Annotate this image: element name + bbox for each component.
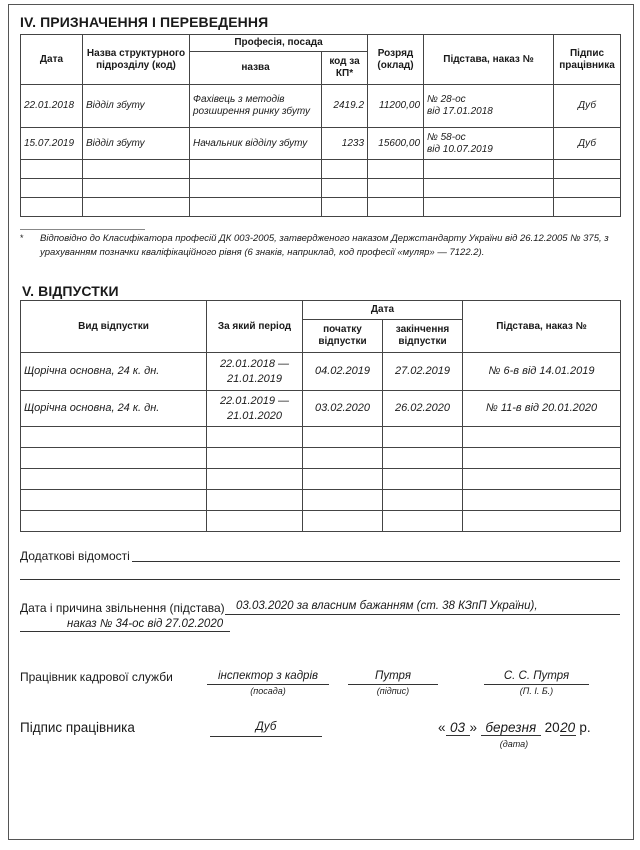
row-signature: Дуб [554,128,621,160]
table-row [21,128,621,160]
row-signature: Дуб [554,85,621,128]
vacations-table [20,300,621,532]
date-month: березня [481,720,541,736]
date-year: 20 [560,720,576,735]
vacation-end: 27.02.2019 [383,353,463,391]
dismissal-line-2 [20,631,230,632]
dismissal-reason: 03.03.2020 за власним бажанням (ст. 38 КЗпП України), [236,600,538,612]
order-date: від 10.07.2019 [427,143,493,155]
vacation-type: Щорічна основна, 24 к. дн. [21,353,207,391]
footnote-mark: * [20,233,24,243]
header-vacation-type: Вид відпустки [21,301,207,353]
hr-signature: Путря [375,670,411,682]
footnote-divider [20,229,145,230]
extra-info-line-1 [132,561,620,562]
row-date: 22.01.2018 [21,85,83,128]
table-row-empty [21,490,621,511]
table-row-empty [21,160,621,179]
vacation-end: 26.02.2020 [383,391,463,427]
dismissal-order: наказ № 34-ос від 27.02.2020 [67,618,224,630]
section-5-title: V. ВІДПУСТКИ [22,283,119,299]
header-rank: Розряд (оклад) [368,35,424,85]
hr-position-line [207,684,329,685]
employee-signature: Дуб [255,721,277,733]
hr-position-caption: (посада) [250,686,286,696]
header-profession-name: назва [190,52,322,85]
table-row-empty [21,427,621,448]
dismissal-label: Дата і причина звільнення (підстава) [20,601,225,615]
employee-date [438,720,591,736]
dismissal-line-1 [225,614,620,615]
period-from: 22.01.2018 — [219,357,290,370]
date-day: 03 [446,720,470,736]
footnote: Відповідно до Класифікатора професій ДК 003-2005, затвердженого наказом Держстандарту України від 26.12.2005 № 375, з урахуванням позначки кваліфікаційного рівня (6 знаків, наприклад, код професії «муляр» — 7122.2). [40,233,609,258]
vacation-type: Щорічна основна, 24 к. дн. [21,391,207,427]
header-period: За який період [207,301,303,353]
date-open-quote: « [438,720,446,735]
vacation-period [207,391,303,427]
order-number: № 28-ос [427,94,466,105]
row-order [424,85,554,128]
row-position: Начальник відділу збуту [190,128,322,160]
header-date: Дата [21,35,83,85]
table-row-empty [21,511,621,532]
hr-sign-caption: (підпис) [376,686,410,696]
hr-name-caption: (П. І. Б.) [519,686,554,696]
table-row [21,391,621,427]
header-vacation-date: Дата [303,301,463,320]
row-position: Фахівець з методів розширення ринку збуту [190,85,322,128]
date-close-quote: » [469,720,478,735]
vacation-period [207,353,303,391]
hr-name: С. С. Путря [503,670,570,682]
row-salary: 15600,00 [368,128,424,160]
period-to: 21.01.2019 [226,372,283,385]
period-to: 21.01.2020 [226,409,283,422]
extra-info-label: Додаткові відомості [20,549,130,563]
table-row-empty [21,179,621,198]
hr-sign-line [348,684,438,685]
row-unit: Відділ збуту [83,85,190,128]
hr-officer-label: Працівник кадрової служби [20,670,173,684]
header-profession-code: код за КП* [322,52,368,85]
header-basis: Підстава, наказ № [424,35,554,85]
date-year-unit: р. [579,720,591,735]
table-row-empty [21,448,621,469]
header-vacation-basis: Підстава, наказ № [463,301,621,353]
table-row [21,353,621,391]
header-unit: Назва структурного підрозділу (код) [83,35,190,85]
row-unit: Відділ збуту [83,128,190,160]
hr-position: інспектор з кадрів [217,670,319,682]
table-row-empty [21,469,621,490]
row-code: 2419.2 [322,85,368,128]
employee-sign-label: Підпис працівника [20,720,135,735]
header-end: закінчення відпустки [383,320,463,353]
vacation-order: № 6-в від 14.01.2019 [463,353,621,391]
hr-name-line [484,684,589,685]
table-row-empty [21,198,621,217]
header-signature: Підпис працівника [554,35,621,85]
employee-sign-line [210,736,322,737]
section-4-title: IV. ПРИЗНАЧЕННЯ І ПЕРЕВЕДЕННЯ [20,14,269,30]
table-row [21,85,621,128]
vacation-start: 03.02.2020 [303,391,383,427]
date-caption: (дата) [499,739,529,749]
extra-info-line-2 [20,579,620,580]
header-start: початку відпустки [303,320,383,353]
appointments-table [20,34,621,217]
row-salary: 11200,00 [368,85,424,128]
row-code: 1233 [322,128,368,160]
order-number: № 58-ос [427,131,466,143]
header-profession: Професія, посада [190,35,368,52]
vacation-start: 04.02.2019 [303,353,383,391]
period-from: 22.01.2019 — [219,394,290,407]
row-date: 15.07.2019 [21,128,83,160]
date-year-prefix: 20 [544,720,560,735]
order-date: від 17.01.2018 [427,106,493,117]
row-order [424,128,554,160]
vacation-order: № 11-в від 20.01.2020 [463,391,621,427]
